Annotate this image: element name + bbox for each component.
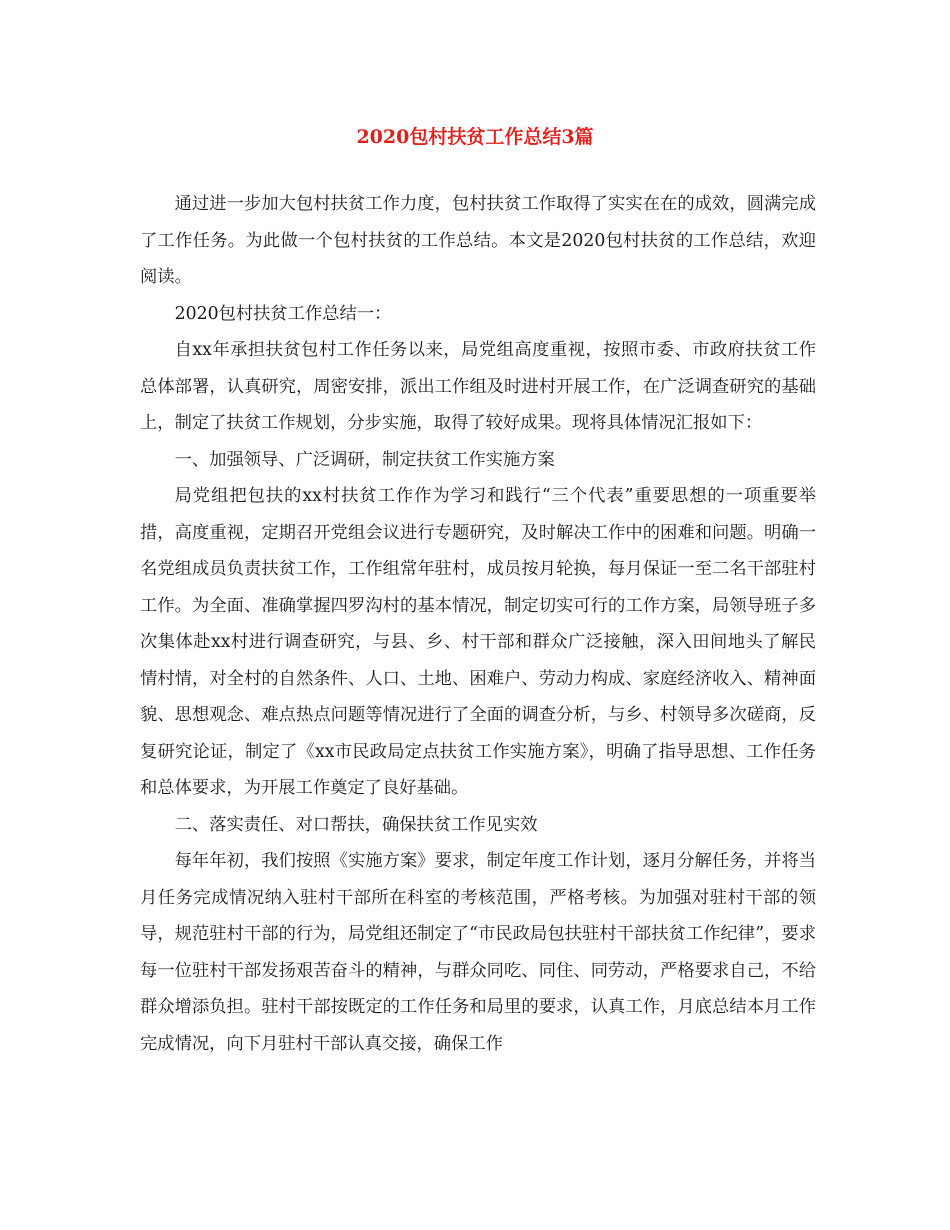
section-heading-summary-one: 2020包村扶贫工作总结一： [174,303,392,324]
paragraph-section-one: 局党组把包扶的xx村扶贫工作作为学习和践行“三个代表”重要思想的一项重要举措，高度重视，定期召开党组会议进行专题研究，及时解决工作中的困难和问题。明确一名党组成员负责扶贫工作，工作组常年驻村，成员按月轮换，每月保证一至二名干部驻村工作。为全面、准确掌握四罗沟村的基本情况，制定切实可行的工作方案，局领导班子多次集体赴xx村进行调查研究，与县、乡、村干部和群众广泛接触，深入田间地头了解民情村情，对全村的自然条件、人口、土地、困难户、劳动力构成、家庭经济收入、精神面貌、思想观念、难点热点问题等情况进行了全面的调查分析，与乡、村领导多次磋商，反复研究论证，制定了《xx市民政局定点扶贫工作实施方案》，明确了指导思想、工作任务和总体要求，为开展工作奠定了良好基础。 [140,486,816,798]
document-body [140,186,816,1062]
paragraph-overview: 自xx年承担扶贫包村工作任务以来，局党组高度重视，按照市委、市政府扶贫工作总体部署，认真研究，周密安排，派出工作组及时进村开展工作，在广泛调查研究的基础上，制定了扶贫工作规划，分步实施，取得了较好成果。现将具体情况汇报如下： [140,340,816,433]
section-heading-one: 一、加强领导、广泛调研，制定扶贫工作实施方案 [174,449,555,470]
paragraph-section-two: 每年年初，我们按照《实施方案》要求，制定年度工作计划，逐月分解任务，并将当月任务完成情况纳入驻村干部所在科室的考核范围，严格考核。为加强对驻村干部的领导，规范驻村干部的行为，局党组还制定了“市民政局包扶驻村干部扶贫工作纪律”，要求每一位驻村干部发扬艰苦奋斗的精神，与群众同吃、同住、同劳动，严格要求自己，不给群众增添负担。驻村干部按既定的工作任务和局里的要求，认真工作，月底总结本月工作完成情况，向下月驻村干部认真交接，确保工作 [140,851,816,1054]
section-heading-two: 二、落实责任、对口帮扶，确保扶贫工作见实效 [174,814,538,835]
document-title: 2020包村扶贫工作总结3篇 [356,126,594,148]
paragraph-intro: 通过进一步加大包村扶贫工作力度，包村扶贫工作取得了实实在在的成效，圆满完成了工作任务。为此做一个包村扶贫的工作总结。本文是2020包村扶贫的工作总结，欢迎阅读。 [140,194,816,287]
